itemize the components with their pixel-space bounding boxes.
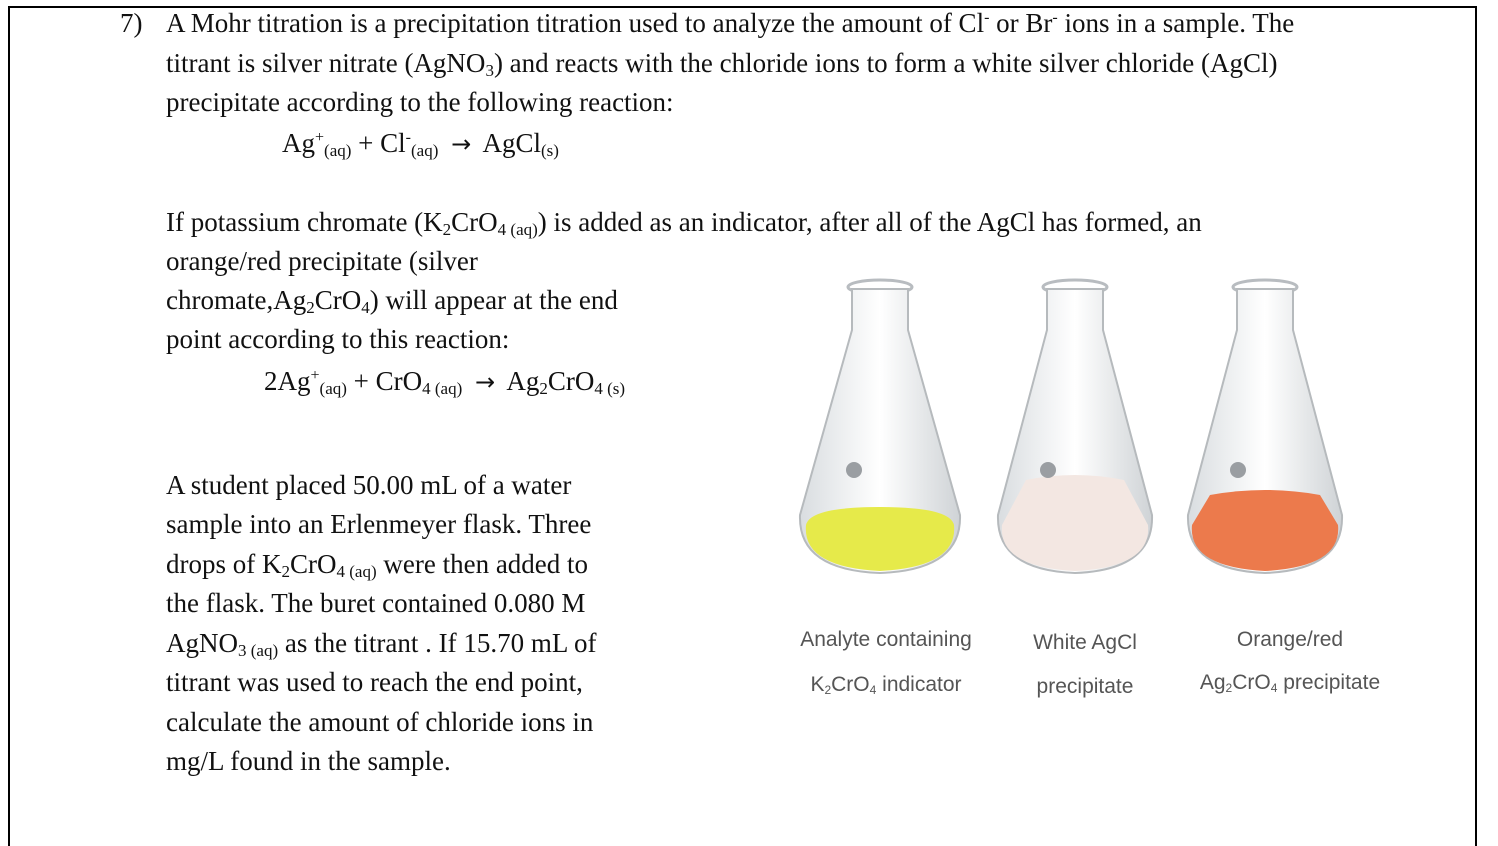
flask-logo-icon <box>846 462 862 478</box>
problem-line-8: mg/L found in the sample. <box>166 746 451 776</box>
indicator-line-4: point according to this reaction: <box>166 324 510 354</box>
indicator-line-1: If potassium chromate $(K_2CrO_{4 (aq)})$ is added as an indicator, after all of the AgCl has formed, an <box>166 207 1202 239</box>
intro-line-2: titrant is silver nitrate (AgNO$_3$) and reacts with the chloride ions to form a white silver chloride (AgCl) <box>166 48 1278 80</box>
reaction-2: $2Ag^+_{(aq)} + CrO_{4 (aq)} \to Ag_2CrO_{4 (s)}$ <box>264 366 626 398</box>
flask-2 <box>998 280 1152 573</box>
flask-3 <box>1188 280 1342 573</box>
flasks-illustration <box>780 275 1400 620</box>
intro-line-1: A Mohr titration is a precipitation titration used to analyze the amount of Cl- or Br- ions in a sample. The <box>166 8 1295 38</box>
caption-2-line-2: precipitate <box>1036 675 1134 698</box>
indicator-line-3: $chromate,Ag_2CrO_4$) will appear at the end <box>166 285 618 317</box>
flask-logo-icon <box>1230 462 1246 478</box>
problem-line-5: AgNO$_{3 (aq)}$ as the titrant . If 15.70 mL of <box>166 628 597 660</box>
intro-line-3: precipitate according to the following reaction: <box>166 87 674 117</box>
problem-line-3: drops of $K_2CrO_{4 (aq)}$ were then added to <box>166 549 589 581</box>
question-number: 7) <box>120 8 143 38</box>
caption-3-line-1: Orange/red <box>1236 628 1344 651</box>
caption-3-line-2: Ag2CrO4 precipitate <box>1199 671 1381 695</box>
problem-line-1: A student placed 50.00 mL of a water <box>166 470 572 500</box>
caption-1-line-2: K2CrO4 indicator <box>810 673 962 697</box>
flask-1 <box>800 280 960 573</box>
problem-line-6: titrant was used to reach the end point, <box>166 667 583 697</box>
reaction-arrow-icon: → <box>451 130 472 158</box>
liquid-2 <box>1002 475 1148 571</box>
flask-logo-icon <box>1040 462 1056 478</box>
caption-1-line-1: Analyte containing <box>800 628 972 651</box>
liquid-3 <box>1192 490 1338 571</box>
indicator-line-2: orange/red precipitate (silver <box>166 246 478 276</box>
problem-line-2: sample into an Erlenmeyer flask. Three <box>166 509 592 539</box>
problem-line-7: calculate the amount of chloride ions in <box>166 707 594 737</box>
problem-line-4: the flask. The buret contained 0.080 M <box>166 588 586 618</box>
reaction-arrow-icon: → <box>475 368 496 396</box>
caption-2-line-1: White AgCl <box>1033 631 1137 654</box>
reaction-1: $Ag^+_{(aq)} + Cl^-_{(aq)}$ → AgCl$_{(s)}$ <box>282 128 559 160</box>
